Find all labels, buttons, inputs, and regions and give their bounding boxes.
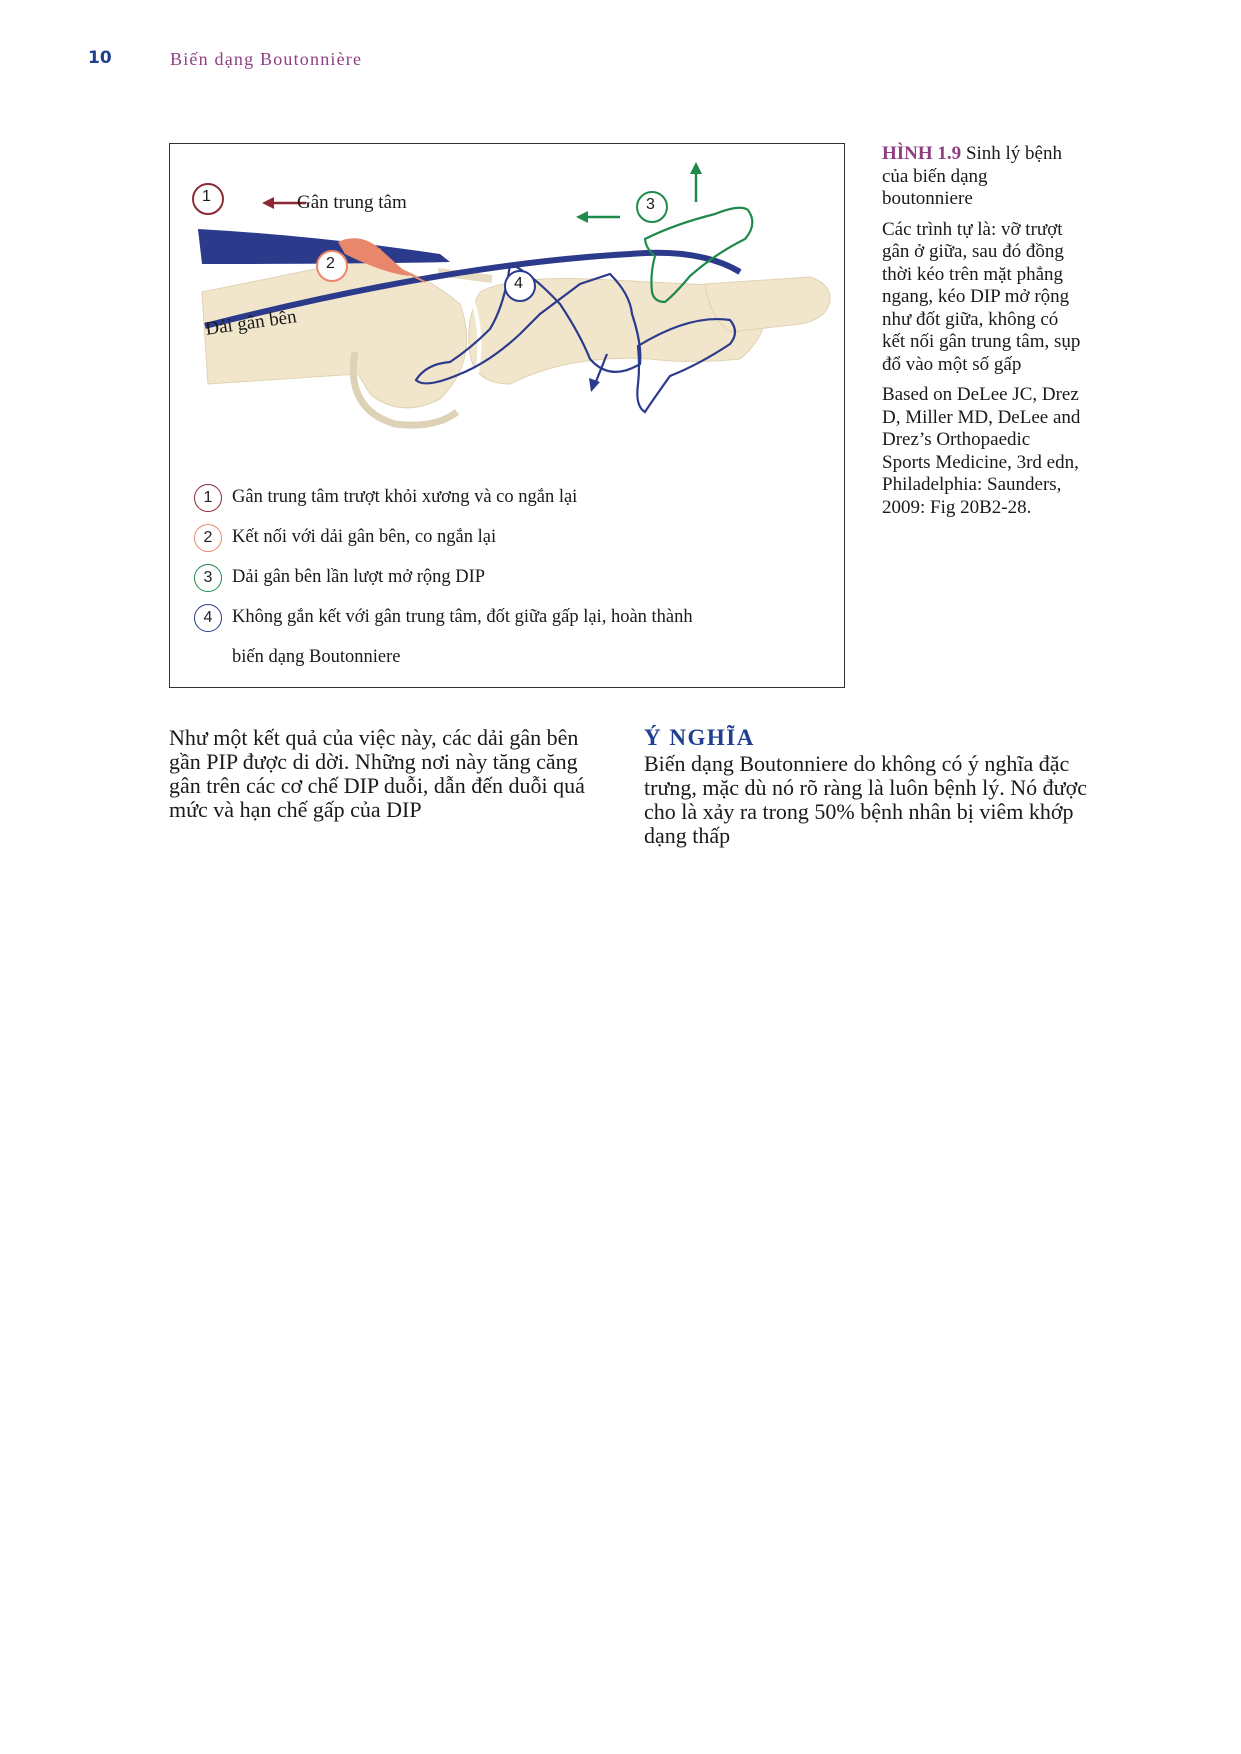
left-column bbox=[169, 726, 609, 822]
caption-title-paragraph bbox=[882, 143, 1082, 211]
section-heading: Ý NGHĨA bbox=[644, 725, 755, 750]
distal-phalanx bbox=[705, 277, 830, 332]
marker-2-label: 2 bbox=[326, 255, 335, 272]
caption-title: Sinh lý bệnh của biến dạng boutonniere bbox=[882, 143, 1062, 209]
caption-source: Based on DeLee JC, Drez D, Miller MD, DeLee and Drez’s Orthopaedic Sports Medicine, 3rd edn, Philadelphia: Saunders, 2009: Fig 20B2-28. bbox=[882, 384, 1081, 518]
legend-number: 1 bbox=[194, 484, 222, 512]
legend-text-continued: biến dạng Boutonniere bbox=[232, 647, 401, 667]
caption-body: Các trình tự là: vỡ trượt gân ở giữa, sau đó đồng thời kéo trên mặt phẳng ngang, kéo DIP mở rộng như đốt giữa, không có kết nối gân trung tâm, sụp đổ vào một số gấp bbox=[882, 218, 1081, 375]
legend-text: Dải gân bên lần lượt mở rộng DIP bbox=[232, 567, 486, 587]
legend-number: 4 bbox=[194, 604, 222, 632]
marker-3-label: 3 bbox=[646, 196, 655, 213]
figure-caption bbox=[882, 143, 1082, 527]
lateral-band-label: Dải gân bên bbox=[204, 306, 298, 340]
figure-label: HÌNH 1.9 bbox=[882, 143, 962, 164]
legend-number: 3 bbox=[194, 564, 222, 592]
right-column bbox=[644, 726, 1094, 848]
right-paragraph: Biến dạng Boutonniere do không có ý nghĩa đặc trưng, mặc dù nó rõ ràng là luôn bệnh lý. Nó được cho là xảy ra trong 50% bệnh nhân bị viêm khớp dạng thấp bbox=[644, 751, 1087, 848]
legend-number: 2 bbox=[194, 524, 222, 552]
figure-box bbox=[169, 143, 845, 688]
legend-text: Kết nối với dải gân bên, co ngắn lại bbox=[232, 527, 497, 547]
left-paragraph: Như một kết quả của việc này, các dải gân bên gần PIP được di dời. Những nơi này tăng căng gân trên các cơ chế DIP duỗi, dẫn đến duỗi quá mức và hạn chế gấp của DIP bbox=[169, 725, 585, 822]
running-head: Biến dạng Boutonnière bbox=[170, 49, 363, 69]
legend-text: Không gắn kết với gân trung tâm, đốt giữa gấp lại, hoàn thành bbox=[232, 607, 693, 627]
page-number: 10 bbox=[88, 48, 112, 68]
central-tendon-label: Gân trung tâm bbox=[297, 192, 407, 213]
marker-4-label: 4 bbox=[514, 275, 523, 292]
marker-1-label: 1 bbox=[202, 188, 211, 205]
legend-text: Gân trung tâm trượt khỏi xương và co ngắn lại bbox=[232, 487, 578, 507]
